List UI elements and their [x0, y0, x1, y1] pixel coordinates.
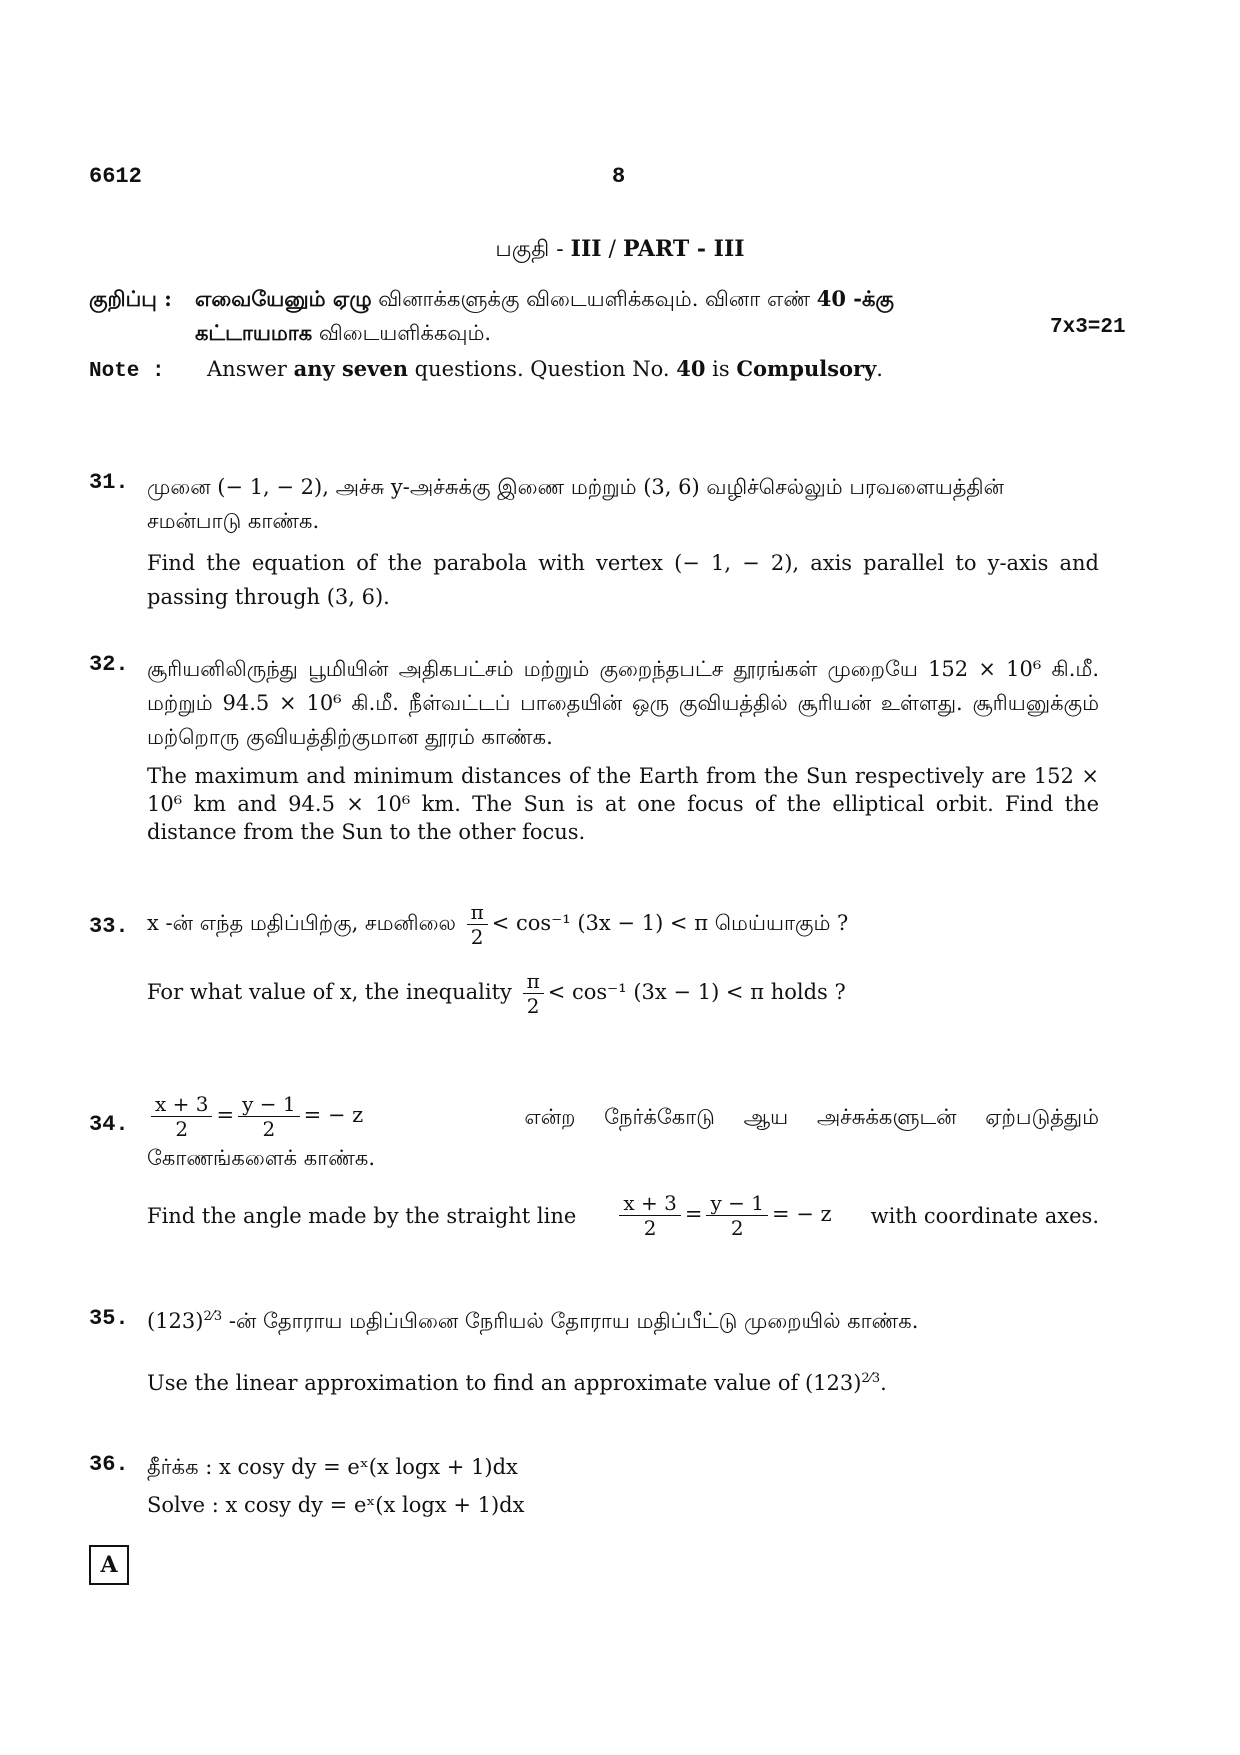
q33-expr: < cos⁻¹ (3x − 1) < π [547, 980, 765, 1004]
question-text-en: The maximum and minimum distances of the Earth from the Sun respectively are 152 × 10⁶ km and 94.5 × 10⁶ km. The Sun is at one focus of the elliptical orbit. Find the distance from the Sun to the other focus. [147, 764, 1099, 844]
fraction [619, 1191, 680, 1240]
q34-ta-line2: கோணங்களைக் காண்க. [147, 1146, 376, 1170]
part-heading-en: PART - III [622, 236, 745, 262]
q33-en-pre: For what value of x, the inequality [147, 980, 512, 1004]
fraction-num: y − 1 [706, 1191, 768, 1216]
fraction [706, 1191, 768, 1240]
question-number: 33. [89, 914, 129, 939]
q35-base: (123) [804, 1371, 862, 1395]
note-tamil [89, 282, 1099, 350]
question-text-ta [147, 1092, 1099, 1141]
question-36 [89, 1450, 1099, 1522]
fraction-den: 2 [470, 925, 484, 949]
part-heading [0, 236, 1240, 265]
note-english [89, 356, 883, 383]
equals-sign: = [216, 1103, 235, 1127]
fraction-num: x + 3 [619, 1191, 680, 1216]
question-text-en [147, 1362, 1099, 1400]
part-heading-ta: பகுதி - [495, 237, 571, 262]
q33-expr: < cos⁻¹ (3x − 1) < π [491, 911, 709, 935]
question-35 [89, 1300, 1099, 1400]
paper-code: 6612 [89, 164, 142, 189]
note-tamil-bold2: 40 -க்கு [816, 286, 894, 311]
question-text-ta [147, 900, 1099, 949]
marks-scheme: 7x3=21 [1050, 316, 1126, 339]
fraction-den: 2 [526, 994, 540, 1018]
part-sep: / [601, 237, 623, 262]
question-31 [89, 470, 1099, 614]
question-number: 36. [89, 1452, 129, 1477]
note-en-t4: 40 [676, 356, 706, 381]
q35-exponent: 2⁄3 [203, 1309, 223, 1324]
q34-rhs: = − z [303, 1103, 364, 1127]
fraction [523, 969, 544, 1018]
fraction-den: 2 [262, 1117, 276, 1141]
fraction [151, 1092, 212, 1141]
question-text-en [147, 1191, 1099, 1240]
question-text-ta: தீர்க்க : x cosy dy = eˣ(x logx + 1)dx [147, 1455, 518, 1479]
q35-exponent: 2⁄3 [861, 1371, 881, 1386]
note-tamil-text2: விடையளிக்கவும். [312, 321, 492, 345]
note-tamil-line2 [89, 316, 1099, 350]
q33-en-post: holds ? [770, 980, 846, 1004]
fraction-num: π [467, 900, 488, 925]
note-en-t7: . [876, 357, 883, 381]
question-text-ta [147, 1300, 1099, 1338]
question-text-en: Find the equation of the parabola with vertex (− 1, − 2), axis parallel to y-axis and passing through (3, 6). [147, 551, 1099, 609]
question-number: 34. [89, 1112, 129, 1137]
q35-en-pre: Use the linear approximation to find an approximate value of [147, 1371, 799, 1395]
q35-en-post: . [880, 1371, 887, 1395]
note-tamil-bold1: எவையேனும் ஏழு [195, 286, 372, 311]
booklet-series-box: A [89, 1545, 129, 1585]
q34-en-pre: Find the angle made by the straight line [147, 1203, 577, 1228]
question-text-en [147, 969, 1099, 1018]
note-en-t3: questions. Question No. [408, 357, 677, 381]
note-en-t5: is [705, 357, 737, 381]
note-english-label: Note : [89, 360, 165, 383]
fraction-num: π [523, 969, 544, 994]
q34-rhs: = − z [771, 1202, 832, 1226]
q33-ta-post: மெய்யாகும் ? [714, 911, 849, 935]
page-number: 8 [612, 164, 626, 189]
note-tamil-text1: வினாக்களுக்கு விடையளிக்கவும். வினா எண் [371, 287, 817, 311]
fraction-den: 2 [730, 1216, 744, 1240]
q35-base: (123) [147, 1309, 204, 1333]
q34-equation [615, 1191, 831, 1240]
fraction-den: 2 [175, 1117, 189, 1141]
question-number: 32. [89, 652, 129, 677]
fraction-num: x + 3 [151, 1092, 212, 1117]
fraction [238, 1092, 300, 1141]
question-text-ta: சூரியனிலிருந்து பூமியின் அதிகபட்சம் மற்றும் குறைந்தபட்ச தூரங்கள் முறையே 152 × 10⁶ கி.மீ. மற்றும் 94.5 × 10⁶ கி.மீ. நீள்வட்டப் பாதையின் ஒரு குவியத்தில் சூரியன் உள்ளது. சூரியனுக்கும் மற்றொரு குவியத்திற்குமான தூரம் காண்க. [147, 657, 1099, 749]
q34-equation [147, 1092, 363, 1141]
note-en-t2: any seven [293, 356, 408, 381]
question-text-ta: முனை (− 1, − 2), அச்சு y-அச்சுக்கு இணை மற்றும் (3, 6) வழிச்செல்லும் பரவளையத்தின் சமன்பாடு காண்க. [147, 475, 1005, 533]
fraction-num: y − 1 [238, 1092, 300, 1117]
q34-en-post: with coordinate axes. [870, 1203, 1099, 1228]
question-text-en: Solve : x cosy dy = eˣ(x logx + 1)dx [147, 1493, 525, 1517]
fraction [467, 900, 488, 949]
note-tamil-label: குறிப்பு : [89, 286, 172, 311]
part-roman: III [570, 236, 602, 262]
equals-sign: = [684, 1202, 703, 1226]
fraction-den: 2 [643, 1216, 657, 1240]
question-34 [89, 1092, 1099, 1240]
q35-ta-post: -ன் தோராய மதிப்பினை நேரியல் தோராய மதிப்பீட்டு முறையில் காண்க. [228, 1309, 919, 1333]
question-number: 31. [89, 470, 129, 495]
q34-ta-post: என்ற நேர்க்கோடு ஆய அச்சுக்களுடன் ஏற்படுத்தும் [524, 1104, 1099, 1129]
note-tamil-bold3: கட்டாயமாக [195, 320, 313, 345]
question-number: 35. [89, 1306, 129, 1331]
question-32 [89, 652, 1099, 846]
note-en-t1: Answer [207, 357, 294, 381]
note-en-t6: Compulsory [736, 356, 877, 381]
question-33 [89, 900, 1099, 1018]
q33-ta-pre: x -ன் எந்த மதிப்பிற்கு, சமனிலை [147, 911, 456, 935]
